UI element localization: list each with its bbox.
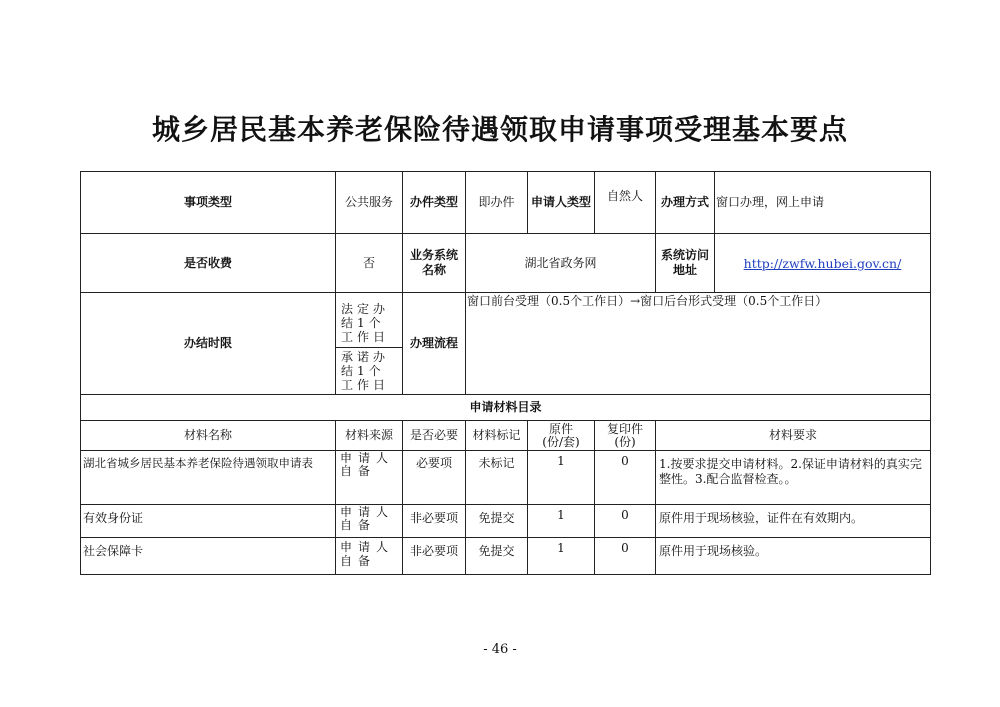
material-mark: 免提交 (478, 511, 515, 525)
material-copy-count: 0 (621, 541, 629, 555)
header-original: 原件(份/套) (542, 421, 580, 449)
item-type-label: 事项类型 (183, 195, 232, 209)
header-material-name: 材料名称 (183, 428, 232, 442)
process-value: 窗口前台受理（0.5个工作日）→窗口后台形式受理（0.5个工作日） (467, 294, 828, 308)
header-copies: 复印件(份) (606, 421, 643, 449)
item-type-value: 公共服务 (344, 195, 393, 209)
material-source: 申请人自备 (340, 540, 395, 568)
material-required: 非必要项 (409, 511, 458, 525)
materials-section-title: 申请材料目录 (469, 400, 542, 414)
handle-type-value: 即办件 (478, 195, 515, 209)
material-requirement: 1.按要求提交申请材料。2.保证申请材料的真实完整性。3.配合监督检查。。 (659, 457, 922, 486)
document-title: 城乡居民基本养老保险待遇领取申请事项受理基本要点 (151, 113, 848, 146)
header-required: 是否必要 (409, 428, 458, 442)
handle-method-value: 窗口办理，网上申请 (716, 195, 825, 209)
material-name: 湖北省城乡居民基本养老保险待遇领取申请表 (83, 456, 313, 470)
applicant-type-value: 自然人 (606, 189, 643, 203)
material-source: 申请人自备 (340, 451, 395, 478)
material-requirement: 原件用于现场核验。 (659, 544, 768, 558)
material-copy-count: 0 (621, 508, 629, 522)
fee-label: 是否收费 (183, 255, 232, 270)
material-name: 社会保障卡 (83, 544, 144, 558)
material-requirement: 原件用于现场核验，证件在有效期内。 (659, 511, 864, 525)
fee-value: 否 (362, 255, 375, 270)
material-original-count: 1 (557, 508, 565, 522)
time-limit-label: 办结时限 (183, 336, 232, 350)
promised-time-limit: 承诺办结1个工作日 (341, 350, 390, 392)
header-material-mark: 材料标记 (472, 428, 521, 442)
header-material-source: 材料来源 (344, 428, 393, 442)
material-source: 申请人自备 (340, 505, 395, 532)
header-requirement: 材料要求 (768, 428, 817, 442)
material-copy-count: 0 (621, 454, 629, 468)
system-url-label: 系统访问地址 (660, 248, 709, 277)
system-url-link[interactable]: http://zwfw.hubei.gov.cn/ (743, 255, 902, 271)
handle-method-label: 办理方式 (660, 195, 709, 209)
material-original-count: 1 (557, 454, 565, 468)
system-name-label: 业务系统名称 (409, 248, 458, 277)
material-mark: 免提交 (478, 544, 515, 558)
handle-type-label: 办件类型 (409, 195, 458, 209)
legal-time-limit: 法定办结1个工作日 (341, 302, 390, 344)
material-original-count: 1 (557, 541, 565, 555)
process-label: 办理流程 (409, 336, 458, 350)
material-mark: 未标记 (478, 456, 515, 470)
applicant-type-label: 申请人类型 (530, 195, 591, 209)
system-name-value: 湖北省政务网 (524, 255, 597, 270)
material-required: 必要项 (415, 456, 452, 470)
page-number: - 46 - (483, 642, 517, 657)
material-name: 有效身份证 (83, 511, 144, 525)
material-required: 非必要项 (409, 544, 458, 558)
